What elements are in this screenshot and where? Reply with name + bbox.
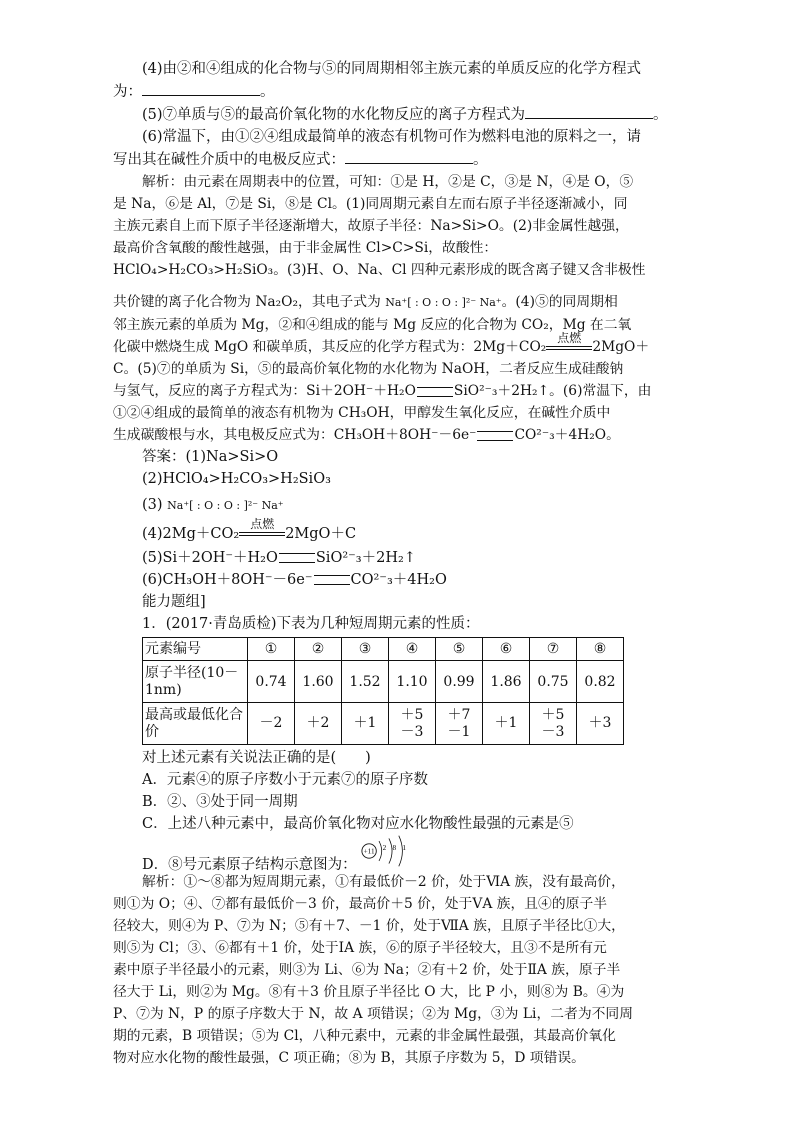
table-row xyxy=(143,661,624,703)
table-cell: 0.75 xyxy=(530,661,577,703)
analysis-line-10 xyxy=(113,380,685,402)
analysis-text: ：①～⑧都为短周期元素，①有最低价－2 价，处于ⅥA 族，没有最高价， xyxy=(169,874,625,890)
q4-text-2: 为： xyxy=(113,84,142,100)
analysis-text: 则⑤为 Cl；③、⑥都有＋1 价，处于ⅠA 族，⑥的原子半径较大，且③不是所有元 xyxy=(113,940,607,956)
analysis-text: 则①为 O；④、⑦都有最低价－3 价，最高价＋5 价，处于ⅤA 族，且④的原子半 xyxy=(113,896,608,912)
table-header: ② xyxy=(295,638,342,661)
table-cell: 0.82 xyxy=(577,661,624,703)
option-b[interactable] xyxy=(113,791,685,813)
analysis-line-9 xyxy=(113,358,685,380)
answer-line-5 xyxy=(113,547,685,569)
analysis-line-5 xyxy=(113,259,685,281)
analysis-text: 最高价含氧酸的酸性越强，由于非金属性 Cl>C>Si，故酸性： xyxy=(113,240,498,256)
stem-text: 对上述元素有关说法正确的是( ) xyxy=(142,750,371,766)
table-header: ① xyxy=(248,638,295,661)
analysis-line-3 xyxy=(113,215,685,237)
section-title: 能力题组] xyxy=(142,594,206,610)
analysis-text: ：由元素在周期表中的位置，可知：①是 H，②是 C，③是 N，④是 O，⑤ xyxy=(169,174,634,190)
table-cell: 1.60 xyxy=(295,661,342,703)
electron-formula: Na⁺[ : O : O : ]²⁻ Na⁺ xyxy=(385,296,502,309)
answer-line-3 xyxy=(113,494,685,517)
equals-sign xyxy=(417,387,453,397)
q6-line-2 xyxy=(113,148,685,171)
analysis-line-1 xyxy=(113,171,685,193)
analysis-text: CO²⁻₃＋4H₂O。 xyxy=(514,427,620,443)
electron-shell xyxy=(379,841,382,861)
analysis-label: 解析 xyxy=(142,174,170,190)
q6-text: (6)常温下，由①②④组成最简单的液态有机物可作为燃料电池的原料之一，请 xyxy=(142,129,642,145)
equals-sign xyxy=(314,575,350,585)
analysis2-line-5 xyxy=(113,959,685,981)
question-1 xyxy=(113,613,685,635)
electron-shell xyxy=(389,838,392,863)
analysis2-line-1 xyxy=(113,871,685,893)
analysis-line-6 xyxy=(113,291,685,314)
answer-blank xyxy=(525,103,653,119)
analysis-line-11 xyxy=(113,402,685,424)
answer-text: 2MgO＋C xyxy=(285,526,357,542)
table-cell: ＋5 －3 xyxy=(530,703,577,745)
option-c[interactable] xyxy=(113,813,685,835)
nucleus-charge: +11 xyxy=(363,847,375,856)
answer-text: (5)Si＋2OH⁻＋H₂O xyxy=(142,550,278,566)
answer-blank xyxy=(345,148,473,164)
table-header: 元素编号 xyxy=(143,638,248,661)
analysis-text: 与氢气，反应的离子方程式为：Si＋2OH⁻＋H₂O xyxy=(113,383,416,399)
analysis-text: 化碳中燃烧生成 MgO 和碳单质，其反应的化学方程式为：2Mg＋CO₂ xyxy=(113,339,547,355)
equals-sign xyxy=(477,431,513,441)
analysis-text: 共价键的离子化合物为 Na₂O₂，其电子式为 xyxy=(113,294,381,310)
answer-line-6 xyxy=(113,569,685,591)
analysis2-line-3 xyxy=(113,915,685,937)
table-cell: 最高或最低化合价 xyxy=(143,703,248,745)
analysis-label: 解析 xyxy=(142,874,170,890)
analysis2-line-9 xyxy=(113,1047,685,1069)
shell-count: 2 xyxy=(382,844,387,853)
table-cell: 1.10 xyxy=(389,661,436,703)
reaction-condition: 点燃 xyxy=(557,330,582,345)
table-cell: ＋2 xyxy=(295,703,342,745)
analysis2-line-2 xyxy=(113,893,685,915)
option-c-text: C．上述八种元素中，最高价氧化物对应水化物酸性最强的元素是⑤ xyxy=(142,816,574,832)
analysis-text: 。(4)⑤的同周期相 xyxy=(501,294,618,310)
analysis-text: 径较大，则④为 P、⑦为 N；⑤有＋7、－1 价，处于ⅦA 族，且原子半径比①大， xyxy=(113,918,625,934)
option-a[interactable] xyxy=(113,769,685,791)
table-cell: ＋1 xyxy=(483,703,530,745)
q5-text: (5)⑦单质与⑤的最高价氧化物的水化物反应的离子方程式为 xyxy=(142,107,526,123)
table-header: ⑤ xyxy=(436,638,483,661)
analysis-text: 邻主族元素的单质为 Mg，②和④组成的能与 Mg 反应的化合物为 CO₂，Mg 在二氧 xyxy=(113,317,632,333)
table-header: ③ xyxy=(342,638,389,661)
analysis-text: 主族元素自上而下原子半径逐渐增大，故原子半径：Na>Si>O。(2)非金属性越强， xyxy=(113,218,629,234)
analysis-text: 期的元素，B 项错误；⑤为 Cl，八种元素中，元素的非金属性最强，其最高价氧化 xyxy=(113,1028,616,1044)
table-header: ⑧ xyxy=(577,638,624,661)
answer-label: 答案 xyxy=(142,449,171,465)
answer-text: (2)HClO₄>H₂CO₃>H₂SiO₃ xyxy=(142,471,331,487)
answer-text: ：(1)Na>Si>O xyxy=(171,449,279,465)
option-b-text: B．②、③处于同一周期 xyxy=(142,794,298,810)
analysis2-line-4 xyxy=(113,937,685,959)
q4-end: 。 xyxy=(260,84,275,100)
q6-text-2: 写出其在碱性介质中的电极反应式： xyxy=(113,152,345,168)
shell-count: 1 xyxy=(402,844,407,853)
table-cell: 1.86 xyxy=(483,661,530,703)
answer-text: (3) xyxy=(142,497,163,513)
question-stem xyxy=(113,747,685,769)
table-cell: 0.99 xyxy=(436,661,483,703)
table-cell: 0.74 xyxy=(248,661,295,703)
answer-text: (6)CH₃OH＋8OH⁻－6e⁻ xyxy=(142,572,313,588)
analysis-text: ①②④组成的最简单的液态有机物为 CH₃OH，甲醇发生氧化反应，在碱性介质中 xyxy=(113,405,611,421)
analysis-line-4 xyxy=(113,237,685,259)
table-row xyxy=(143,703,624,745)
table-cell: 1.52 xyxy=(342,661,389,703)
analysis2-line-8 xyxy=(113,1025,685,1047)
analysis-text: C。(5)⑦的单质为 Si，⑤的最高价氧化物的水化物为 NaOH，二者反应生成硅酸钠 xyxy=(113,361,624,377)
reaction-condition: 点燃 xyxy=(250,517,275,531)
q5-line xyxy=(113,103,685,126)
electron-formula: Na⁺[ : O : O : ]²⁻ Na⁺ xyxy=(167,499,284,512)
analysis-text: HClO₄>H₂CO₃>H₂SiO₃。(3)H、O、Na、Cl 四种元素形成的既含离子键又含非极性 xyxy=(113,262,646,278)
option-d-text: D．⑧号元素原子结构示意图为： xyxy=(142,857,357,873)
table-cell: ＋1 xyxy=(342,703,389,745)
q6-end: 。 xyxy=(473,152,488,168)
question-text: 1．(2017·青岛质检)下表为几种短周期元素的性质： xyxy=(142,616,480,632)
answer-blank xyxy=(142,80,260,96)
table-header: ⑦ xyxy=(530,638,577,661)
analysis2-line-6 xyxy=(113,981,685,1003)
table-cell: －2 xyxy=(248,703,295,745)
analysis-text: 素中原子半径最小的元素，则③为 Li、⑥为 Na；②有＋2 价，处于ⅡA 族，原子半 xyxy=(113,962,621,978)
q6-line xyxy=(113,126,685,148)
answer-text: CO²⁻₃＋4H₂O xyxy=(350,572,447,588)
table-header: ⑥ xyxy=(483,638,530,661)
q4-line-2 xyxy=(113,80,685,103)
reaction-arrow xyxy=(546,330,592,355)
analysis-text: 径大于 Li，则②为 Mg。⑧有＋3 价且原子半径比 O 大，比 P 小，则⑧为 B。④为 xyxy=(113,984,625,1000)
option-a-text: A．元素④的原子序数小于元素⑦的原子序数 xyxy=(142,772,428,788)
analysis-text: 2MgO＋ xyxy=(592,339,650,355)
atom-structure-diagram xyxy=(361,833,415,869)
reaction-arrow xyxy=(239,517,285,541)
analysis2-line-7 xyxy=(113,1003,685,1025)
answer-text: SiO²⁻₃＋2H₂↑ xyxy=(315,550,416,566)
analysis-line-7 xyxy=(113,314,685,336)
q4-text: (4)由②和④组成的化合物与⑤的同周期相邻主族元素的单质反应的化学方程式 xyxy=(142,61,642,77)
analysis-line-8 xyxy=(113,330,685,358)
analysis-text: P、⑦为 N，P 的原子序数大于 N，故 A 项错误；②为 Mg，③为 Li，二者为不同周 xyxy=(113,1006,634,1022)
answer-line-4 xyxy=(113,517,685,545)
table-row xyxy=(143,638,624,661)
analysis-text: 物对应水化物的酸性最强，C 项正确；⑧为 B，其原子序数为 5，D 项错误。 xyxy=(113,1050,585,1066)
document-page xyxy=(113,58,685,1069)
analysis-line-12 xyxy=(113,424,685,446)
element-table xyxy=(142,637,624,745)
table-cell: ＋3 xyxy=(577,703,624,745)
table-cell: ＋5 －3 xyxy=(389,703,436,745)
table-header: ④ xyxy=(389,638,436,661)
answer-text: (4)2Mg＋CO₂ xyxy=(142,526,240,542)
q4-line xyxy=(113,58,685,80)
analysis-text: 是 Na，⑥是 Al，⑦是 Si，⑧是 Cl。(1)同周期元素自左而右原子半径逐渐减小，同 xyxy=(113,196,628,212)
analysis-text: 生成碳酸根与水，其电极反应式为：CH₃OH＋8OH⁻－6e⁻ xyxy=(113,427,477,443)
shell-count: 8 xyxy=(392,844,397,853)
answer-line-1 xyxy=(113,446,685,468)
equals-sign xyxy=(279,553,315,563)
analysis-line-2 xyxy=(113,193,685,215)
section-heading xyxy=(113,591,685,613)
table-cell: 原子半径(10－1nm) xyxy=(143,661,248,703)
table-cell: ＋7 －1 xyxy=(436,703,483,745)
q5-end: 。 xyxy=(653,107,668,123)
analysis-text: SiO²⁻₃＋2H₂↑。(6)常温下，由 xyxy=(453,383,652,399)
answer-line-2 xyxy=(113,468,685,490)
